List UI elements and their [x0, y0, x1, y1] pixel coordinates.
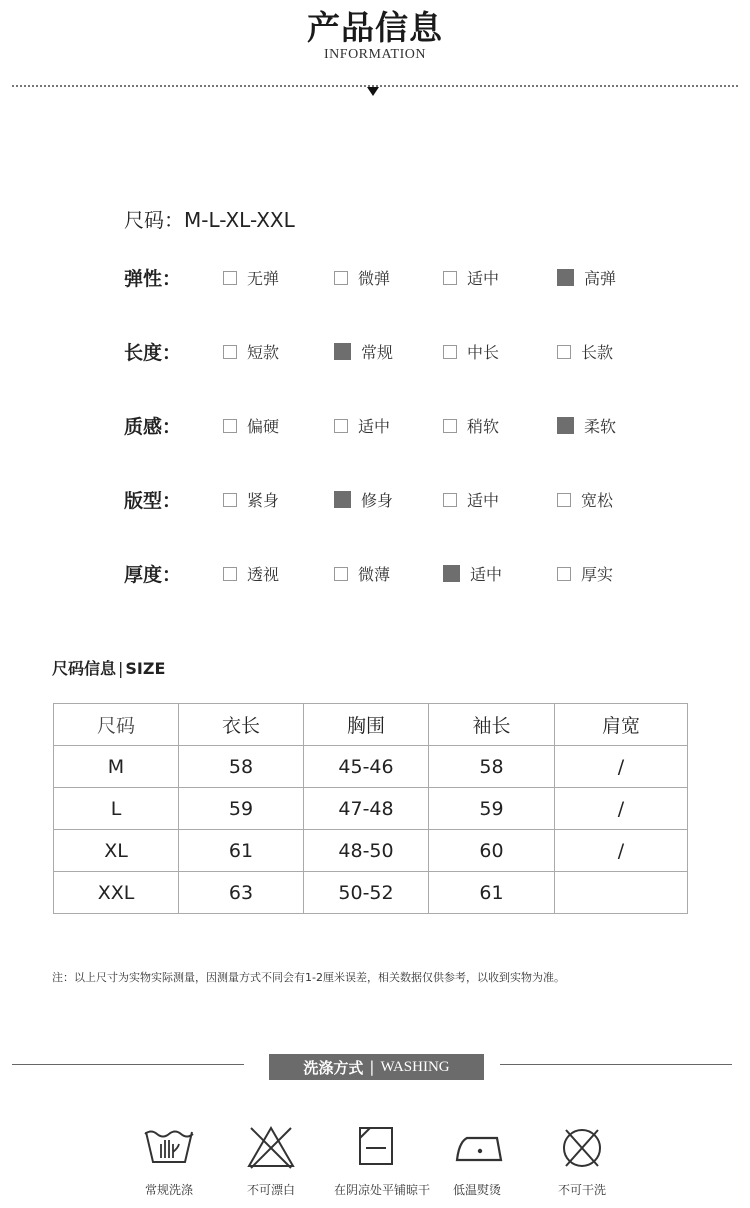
table-header-cell: 尺码: [54, 704, 179, 746]
attribute-option: [334, 488, 393, 511]
table-cell: 63: [179, 872, 304, 914]
attribute-option-label: 适中: [467, 269, 500, 288]
attribute-option: [223, 266, 279, 289]
attribute-option: [223, 562, 279, 585]
table-cell: /: [555, 788, 688, 830]
size-info-heading-cn: 尺码信息: [52, 659, 117, 678]
low-iron-icon: [453, 1124, 505, 1170]
attribute-label: 版型：: [124, 490, 182, 512]
page-subtitle: INFORMATION: [324, 47, 426, 62]
checked-box-icon: [443, 565, 460, 582]
table-cell: 48-50: [304, 830, 429, 872]
attribute-option: [223, 488, 279, 511]
table-row: [54, 830, 688, 872]
table-cell: /: [555, 830, 688, 872]
table-cell: 58: [429, 746, 555, 788]
attribute-option-label: 常规: [361, 343, 394, 362]
empty-box-icon: [557, 493, 571, 507]
hand-wash-icon: [143, 1124, 195, 1170]
table-cell: 60: [429, 830, 555, 872]
table-cell: 59: [179, 788, 304, 830]
attribute-option: [334, 562, 390, 585]
attribute-option: [443, 340, 499, 363]
table-row: [54, 788, 688, 830]
table-header-cell: 胸围: [304, 704, 429, 746]
table-header-row: [54, 704, 688, 746]
empty-box-icon: [223, 419, 237, 433]
attribute-option-label: 透视: [247, 565, 280, 584]
table-row: [54, 746, 688, 788]
attribute-option-label: 适中: [358, 417, 391, 436]
attribute-option-label: 微弹: [358, 269, 391, 288]
empty-box-icon: [557, 567, 571, 581]
attribute-option-label: 偏硬: [247, 417, 280, 436]
empty-box-icon: [223, 567, 237, 581]
empty-box-icon: [443, 493, 457, 507]
empty-box-icon: [443, 345, 457, 359]
size-table: [53, 703, 688, 914]
table-cell: XXL: [54, 872, 179, 914]
attribute-label: 厚度：: [124, 564, 182, 586]
attribute-option-label: 高弹: [584, 269, 617, 288]
table-cell: /: [555, 746, 688, 788]
attribute-label: 长度：: [124, 342, 182, 364]
triangle-marker-icon: [367, 87, 379, 96]
attribute-option: [443, 414, 499, 437]
empty-box-icon: [443, 419, 457, 433]
attribute-option: [443, 488, 499, 511]
empty-box-icon: [334, 419, 348, 433]
table-cell: 50-52: [304, 872, 429, 914]
washing-divider-left: [12, 1064, 244, 1065]
size-info-heading: [52, 656, 165, 679]
no-bleach-icon: [245, 1124, 297, 1170]
sizes-line: 尺码：M-L-XL-XXL: [124, 208, 295, 232]
attribute-option: [557, 414, 616, 437]
attribute-option: [223, 340, 279, 363]
checked-box-icon: [557, 269, 574, 286]
page-title: 产品信息: [307, 8, 443, 47]
washing-title-cn: 洗涤方式: [303, 1058, 364, 1077]
table-cell: [555, 872, 688, 914]
attribute-option-label: 适中: [470, 565, 503, 584]
table-header-cell: 袖长: [429, 704, 555, 746]
attribute-option-label: 紧身: [247, 491, 280, 510]
attribute-option-label: 柔软: [584, 417, 617, 436]
washing-divider-right: [500, 1064, 732, 1065]
attribute-option-label: 稍软: [467, 417, 500, 436]
washing-title-sep: |: [369, 1058, 375, 1076]
attribute-label: 质感：: [124, 416, 182, 438]
attribute-option-label: 微薄: [358, 565, 391, 584]
empty-box-icon: [443, 271, 457, 285]
empty-box-icon: [557, 345, 571, 359]
table-row: [54, 872, 688, 914]
attribute-option: [557, 562, 613, 585]
washing-banner: [269, 1054, 484, 1080]
measurement-note: 注：以上尺寸为实物实际测量，因测量方式不同会有1-2厘米误差，相关数据仅供参考，以收到实物为准。: [52, 971, 565, 984]
table-cell: 58: [179, 746, 304, 788]
table-cell: L: [54, 788, 179, 830]
attribute-option: [557, 488, 613, 511]
table-cell: 61: [179, 830, 304, 872]
table-cell: XL: [54, 830, 179, 872]
checked-box-icon: [334, 491, 351, 508]
table-cell: 59: [429, 788, 555, 830]
attribute-option-label: 无弹: [247, 269, 280, 288]
washing-title-en: WASHING: [380, 1058, 450, 1075]
empty-box-icon: [223, 493, 237, 507]
table-cell: 61: [429, 872, 555, 914]
empty-box-icon: [223, 345, 237, 359]
empty-box-icon: [223, 271, 237, 285]
attribute-option: [334, 414, 390, 437]
attribute-option: [557, 340, 613, 363]
table-header-cell: 肩宽: [555, 704, 688, 746]
size-info-heading-en: SIZE: [125, 659, 166, 678]
washing-label: 不可干洗: [557, 1183, 606, 1197]
attribute-option: [557, 266, 616, 289]
checked-box-icon: [557, 417, 574, 434]
empty-box-icon: [334, 271, 348, 285]
washing-label: 不可漂白: [246, 1183, 295, 1197]
attribute-option: [334, 266, 390, 289]
table-cell: M: [54, 746, 179, 788]
attribute-label: 弹性：: [124, 268, 182, 290]
table-cell: 47-48: [304, 788, 429, 830]
attribute-option-label: 中长: [467, 343, 500, 362]
checked-box-icon: [334, 343, 351, 360]
attribute-option: [334, 340, 393, 363]
attribute-option: [443, 562, 502, 585]
washing-label: 在阴凉处平铺晾干: [333, 1183, 430, 1197]
attribute-option: [443, 266, 499, 289]
size-info-heading-sep: |: [118, 659, 124, 678]
washing-label: 低温熨烫: [452, 1183, 501, 1197]
attribute-option-label: 修身: [361, 491, 394, 510]
attribute-option-label: 厚实: [581, 565, 614, 584]
table-header-cell: 衣长: [179, 704, 304, 746]
dry-flat-shade-icon: [351, 1124, 403, 1170]
no-dry-clean-icon: [556, 1124, 608, 1170]
attribute-option-label: 适中: [467, 491, 500, 510]
attribute-option-label: 长款: [581, 343, 614, 362]
washing-label: 常规洗涤: [144, 1183, 193, 1197]
attribute-option-label: 短款: [247, 343, 280, 362]
attribute-option: [223, 414, 279, 437]
attribute-option-label: 宽松: [581, 491, 614, 510]
empty-box-icon: [334, 567, 348, 581]
table-cell: 45-46: [304, 746, 429, 788]
